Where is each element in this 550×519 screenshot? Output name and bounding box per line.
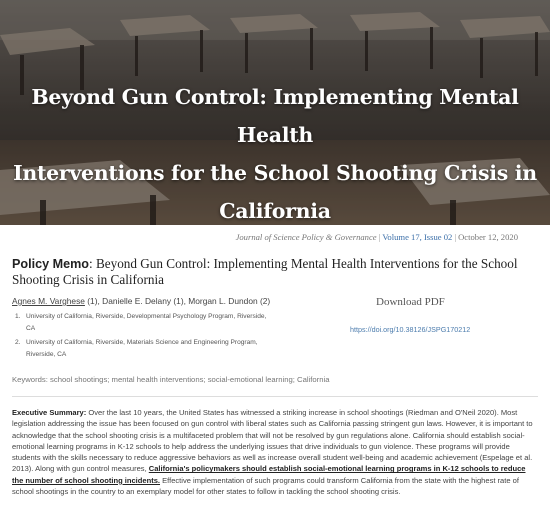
affiliation-text: University of California, Riverside, Developmental Psychology Program, Riverside, CA bbox=[26, 313, 267, 332]
hero-title-line-1: Beyond Gun Control: Implementing Mental Health bbox=[31, 85, 519, 147]
publication-meta bbox=[236, 232, 518, 242]
download-pdf-link[interactable]: Download PDF bbox=[376, 296, 445, 308]
affiliation-2 bbox=[15, 337, 276, 361]
article-title bbox=[12, 256, 538, 288]
affiliation-text: University of California, Riverside, Materials Science and Engineering Program, Riverside, CA bbox=[26, 339, 258, 358]
affiliation-1 bbox=[15, 311, 276, 335]
article-title-text: Beyond Gun Control: Implementing Mental Health Interventions for the School Shooting Crisis in California bbox=[12, 256, 518, 287]
executive-summary bbox=[12, 407, 538, 497]
author-list bbox=[12, 296, 270, 306]
hero-title-line-2: Interventions for the School Shooting Crisis in California bbox=[13, 161, 537, 223]
other-authors: Danielle E. Delany (1), Morgan L. Dundon (2) bbox=[102, 296, 271, 306]
publication-date: October 12, 2020 bbox=[458, 232, 518, 242]
summary-recommendation: California's policymakers should establish social-emotional learning programs in K-12 schools to reduce the number of school shooting incidents. bbox=[12, 464, 526, 485]
summary-text-1: Over the last 10 years, the United States has witnessed a striking increase in school shootings (Riedman and O'Neil 2020). Most legislation addressing the issue has been focused on gun control with liberal states such as California passing stringent gun laws. However, it is important to acknowledge that the school shooting crisis is a multifaceted problem that will not be resolved by gun regulations alone. California should establish social-emotional learning programs in K-12 schools to help address the underlying issues that drive individuals to gun violence. These programs will provide students with the skills necessary to reduce aggressive behaviors as well as increase overall student well-being and academic achievement (Espelage et al. 2013). Along with gun control measures, bbox=[12, 408, 533, 474]
article-type: Policy Memo bbox=[12, 257, 89, 271]
section-divider bbox=[12, 396, 538, 397]
author-link[interactable]: Agnes M. Varghese bbox=[12, 296, 85, 306]
summary-text-2: Effective implementation of such programs could transform California from the state with the highest rate of school shootings in the country to an exemplary model for other states to follow in tackling the school shooting crisis. bbox=[12, 475, 519, 497]
author-affiliation-tag: (1), bbox=[87, 296, 100, 306]
summary-label: Executive Summary: bbox=[12, 408, 87, 417]
meta-separator: | bbox=[454, 232, 457, 242]
hero-banner bbox=[0, 0, 550, 225]
journal-name: Journal of Science Policy & Governance bbox=[235, 232, 377, 242]
volume-issue-link[interactable]: Volume 17, Issue 02 bbox=[382, 232, 453, 242]
meta-separator: | bbox=[378, 232, 381, 242]
doi-link[interactable]: https://doi.org/10.38126/JSPG170212 bbox=[350, 325, 471, 334]
affiliation-number: 2. bbox=[15, 339, 21, 346]
affiliation-number: 1. bbox=[15, 313, 21, 320]
keywords: Keywords: school shootings; mental health interventions; social-emotional learning; California bbox=[12, 375, 330, 384]
article-type-colon: : bbox=[88, 256, 96, 271]
hero-title bbox=[0, 78, 550, 225]
